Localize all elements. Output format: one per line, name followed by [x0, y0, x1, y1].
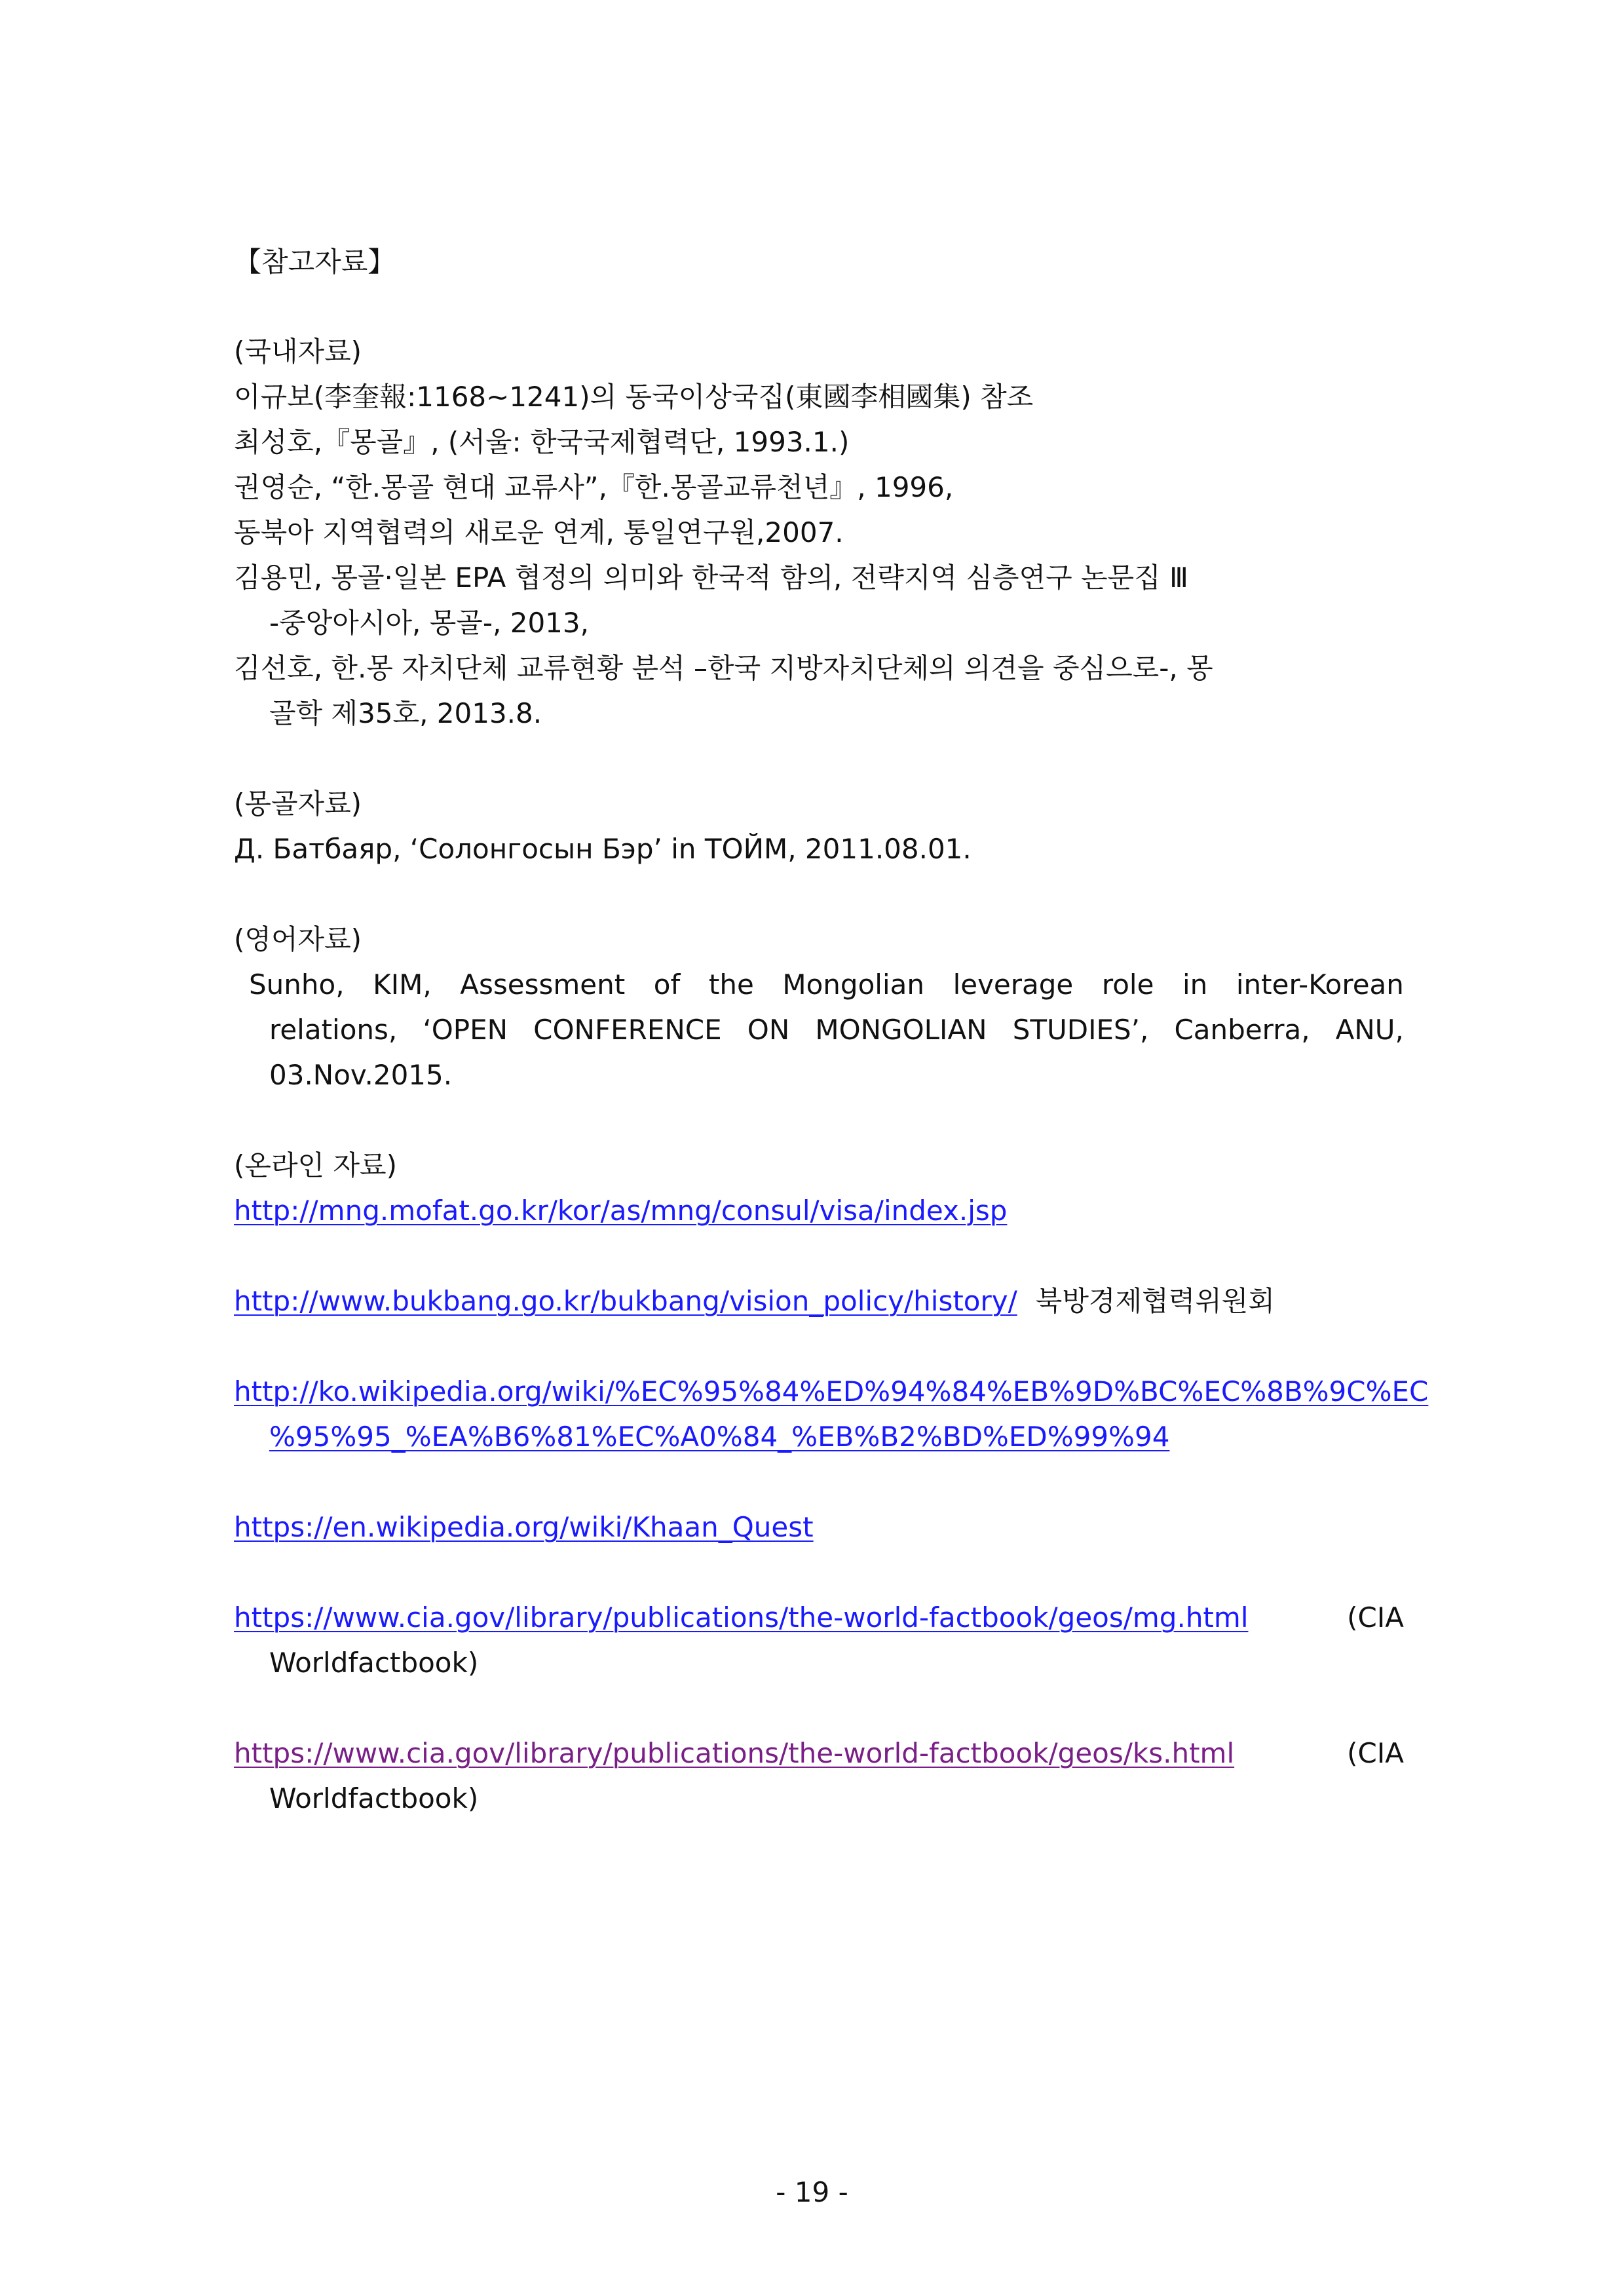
- reference-word: leverage: [953, 968, 1074, 1001]
- reference-word: Sunho,: [249, 968, 345, 1001]
- reference-word: Assessment: [460, 968, 626, 1001]
- reference-word: relations,: [269, 1014, 398, 1046]
- english-reference-line: 03.Nov.2015.: [269, 1059, 453, 1091]
- reference-word: MONGOLIAN: [815, 1014, 987, 1046]
- reference-item: 김선호, 한.몽 자치단체 교류현황 분석 –한국 지방자치단체의 의견을 중심으로-, 몽: [234, 652, 1213, 684]
- online-link-row: [234, 1189, 1007, 1233]
- online-link-row: [234, 1596, 1404, 1640]
- online-link-row-continuation: [269, 1415, 1169, 1459]
- english-section-label: (영어자료): [234, 923, 362, 955]
- online-link-row: [234, 1731, 1404, 1776]
- khaan-quest-wikipedia-link[interactable]: https://en.wikipedia.org/wiki/Khaan_Quest: [234, 1511, 814, 1543]
- ko-wikipedia-link[interactable]: http://ko.wikipedia.org/wiki/%EC%95%84%ED%94%84%EB%9D%BC%EC%8B%9C%EC: [234, 1375, 1429, 1407]
- reference-item: 이규보(李奎報:1168~1241)의 동국이상국집(東國李相國集) 참조: [234, 381, 1034, 413]
- reference-word: the: [708, 968, 754, 1001]
- reference-item-continuation: -중앙아시아, 몽골-, 2013,: [269, 607, 589, 639]
- reference-word: STUDIES’,: [1012, 1014, 1149, 1046]
- page-number: - 19 -: [776, 2176, 848, 2208]
- domestic-section-label: (국내자료): [234, 335, 362, 368]
- reference-word: ‘OPEN: [423, 1014, 508, 1046]
- reference-item: 최성호,『몽골』, (서울: 한국국제협력단, 1993.1.): [234, 426, 850, 458]
- mongolian-section-label: (몽골자료): [234, 788, 362, 820]
- online-section-label: (온라인 자료): [234, 1149, 397, 1181]
- reference-item: 김용민, 몽골·일본 EPA 협정의 의미와 한국적 함의, 전략지역 심층연구 논문집 Ⅲ: [234, 562, 1189, 594]
- reference-word: of: [653, 968, 681, 1001]
- cia-factbook-korea-link[interactable]: https://www.cia.gov/library/publications/the-world-factbook/geos/ks.html: [234, 1737, 1235, 1769]
- reference-word: Canberra,: [1174, 1014, 1310, 1046]
- cia-factbook-mongolia-link[interactable]: https://www.cia.gov/library/publications/the-world-factbook/geos/mg.html: [234, 1601, 1249, 1634]
- references-heading: 【참고자료】: [234, 246, 396, 278]
- reference-item: Д. Батбаяр, ‘Солонгосын Бэр’ in ТОЙМ, 2011.08.01.: [234, 833, 972, 865]
- english-reference-line: [269, 1008, 1404, 1052]
- reference-item-continuation: 골학 제35호, 2013.8.: [269, 697, 542, 729]
- reference-word: CONFERENCE: [533, 1014, 722, 1046]
- reference-word: ANU,: [1335, 1014, 1404, 1046]
- reference-word: in: [1182, 968, 1208, 1001]
- reference-item: 권영순, “한.몽골 현대 교류사”,『한.몽골교류천년』, 1996,: [234, 471, 954, 503]
- link-description-continuation: Worldfactbook): [269, 1782, 479, 1814]
- ko-wikipedia-link-continuation[interactable]: %95%95_%EA%B6%81%EC%A0%84_%EB%B2%BD%ED%99%94: [269, 1421, 1170, 1453]
- english-reference-line: [249, 963, 1404, 1007]
- reference-item: 동북아 지역협력의 새로운 연계, 통일연구원,2007.: [234, 516, 844, 548]
- reference-word: role: [1101, 968, 1154, 1001]
- reference-word: ON: [747, 1014, 790, 1046]
- online-link-row: [234, 1369, 1428, 1414]
- online-link-row: [234, 1279, 1275, 1324]
- link-description: 북방경제협력위원회: [1035, 1285, 1275, 1317]
- link-description-continuation: Worldfactbook): [269, 1647, 479, 1679]
- reference-word: KIM,: [373, 968, 432, 1001]
- mofat-visa-link[interactable]: http://mng.mofat.go.kr/kor/as/mng/consul/visa/index.jsp: [234, 1195, 1008, 1227]
- reference-word: inter-Korean: [1236, 968, 1404, 1001]
- link-description: (CIA: [1347, 1601, 1404, 1634]
- link-description: (CIA: [1347, 1737, 1404, 1769]
- reference-word: Mongolian: [782, 968, 924, 1001]
- online-link-row: [234, 1505, 814, 1550]
- bukbang-history-link[interactable]: http://www.bukbang.go.kr/bukbang/vision_policy/history/: [234, 1285, 1017, 1317]
